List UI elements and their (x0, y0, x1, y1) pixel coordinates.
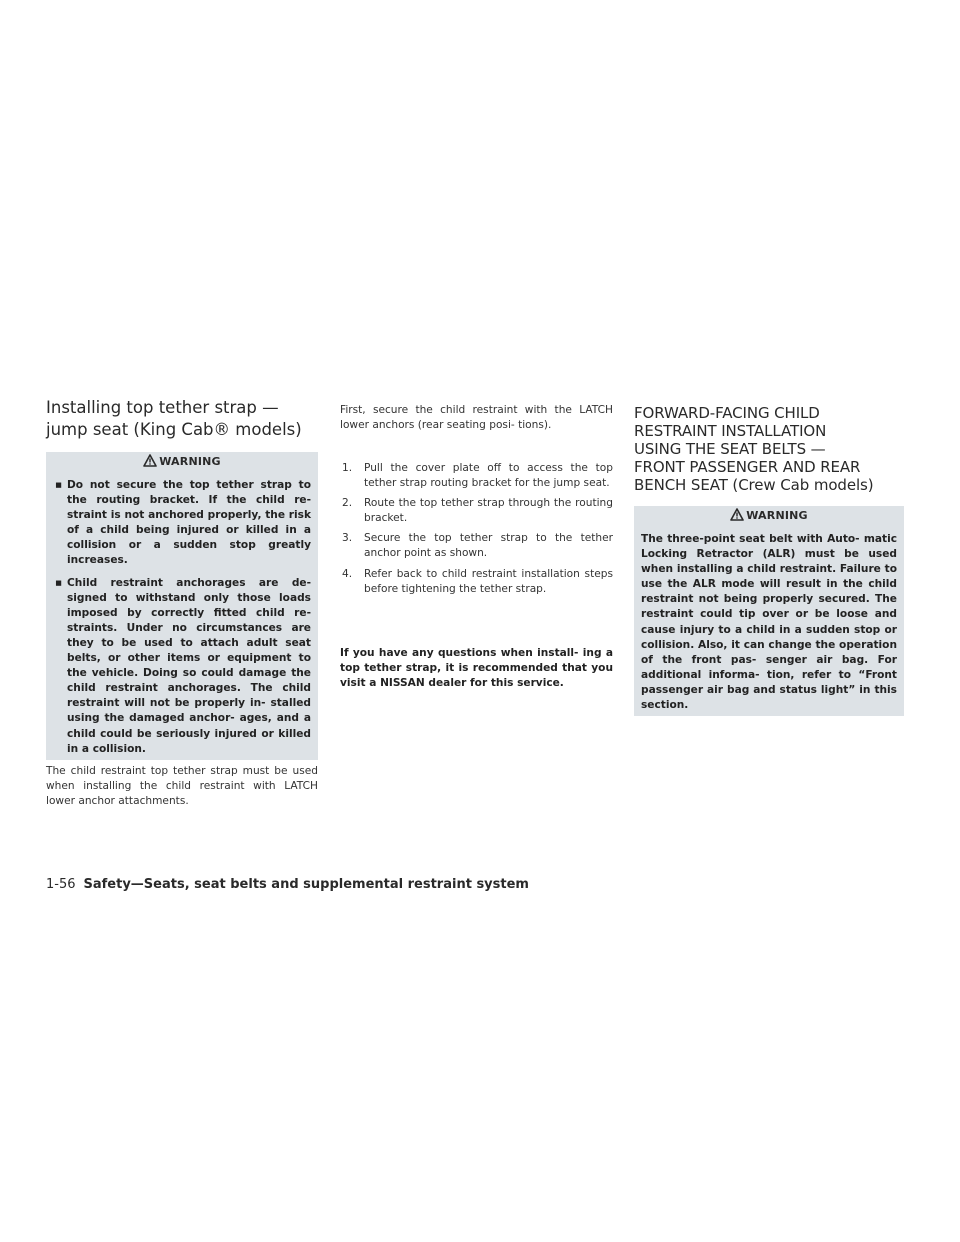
warning-triangle-icon (730, 508, 744, 521)
step-text: Secure the top tether strap to the tether anchor point as shown. (364, 532, 613, 560)
heading-line: RESTRAINT INSTALLATION (634, 422, 827, 440)
section-heading-top-tether (46, 397, 302, 441)
warning-label: WARNING (159, 455, 221, 468)
heading-line: USING THE SEAT BELTS — (634, 440, 826, 458)
warning-header (634, 506, 904, 526)
heading-line: BENCH SEAT (Crew Cab models) (634, 476, 874, 494)
step-item (340, 567, 613, 597)
warning-text: The three-point seat belt with Auto- matic Locking Retractor (ALR) must be used when installing a child restraint. Failure to use the ALR mode will result in the child restraint not being properly secured. The restraint could tip over or be loose and cause injury to a child in a sudden stop or collision. Also, it can change the operation of the front pas- senger air bag. For additional informa- tion, refer to “Front passenger air bag and status light” in this section. (634, 530, 904, 716)
page-footer (46, 876, 529, 894)
warning-box (634, 506, 904, 716)
warning-label: WARNING (746, 509, 808, 522)
step-item (340, 461, 613, 491)
section-title: Safety—Seats, seat belts and supplemental restraint system (83, 877, 529, 892)
intro-paragraph: First, secure the child restraint with the LATCH lower anchors (rear seating posi- tions). (340, 404, 613, 432)
step-text: Pull the cover plate off to access the top tether strap routing bracket for the jump seat. (364, 462, 613, 490)
steps-list (340, 461, 613, 602)
step-text: Refer back to child restraint installation steps before tightening the tether strap. (364, 567, 613, 595)
warning-header (46, 452, 318, 472)
page-number: 1-56 (46, 877, 76, 892)
section-heading-forward-facing (634, 404, 874, 494)
bullet-icon: ▪ (55, 576, 63, 589)
step-number: 4. (342, 567, 353, 580)
warning-item-text: Child restraint anchorages are de- signed to withstand only those loads imposed by correctly fitted child re- straints. Under no circumstances are they to be used to attach adult seat belts, or other items or equipment to the vehicle. Doing so could damage the child restraint anchorages. The child restraint will not be properly in- stalled using the damaged anchor- ages, and a child could be seriously injured or killed in a collision. (67, 576, 311, 755)
bullet-icon: ▪ (55, 479, 63, 491)
warning-item (53, 576, 311, 757)
warning-box (46, 452, 318, 760)
step-number: 2. (342, 497, 353, 510)
heading-line: FRONT PASSENGER AND REAR (634, 458, 861, 476)
warning-item-text: Do not secure the top tether strap to the routing bracket. If the child re- straint is not anchored properly, the risk of a child being injured or killed in a collision or a sudden stop greatly increases. (67, 479, 311, 567)
step-item (340, 496, 613, 526)
heading-line: FORWARD-FACING CHILD (634, 404, 820, 422)
step-text: Route the top tether strap through the routing bracket. (364, 497, 613, 525)
step-number: 3. (342, 532, 353, 545)
warning-item (53, 478, 311, 569)
heading-line: Installing top tether strap — (46, 398, 279, 417)
body-paragraph: The child restraint top tether strap must be used when installing the child restraint with LATCH lower anchor attachments. (46, 765, 318, 808)
step-number: 1. (342, 462, 353, 474)
heading-line: jump seat (King Cab® models) (46, 420, 302, 439)
dealer-note: If you have any questions when install- ing a top tether strap, it is recommended that you visit a NISSAN dealer for this service. (340, 647, 613, 690)
warning-triangle-icon (143, 454, 157, 467)
step-item (340, 531, 613, 561)
